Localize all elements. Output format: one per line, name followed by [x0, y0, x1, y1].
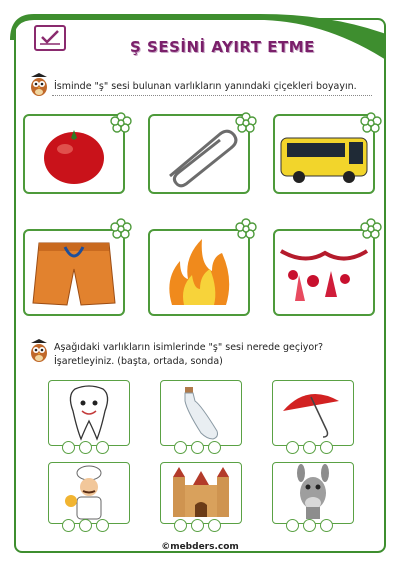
bottle-image	[161, 381, 241, 445]
donkey-image	[273, 463, 353, 523]
paperclip-image	[150, 116, 248, 192]
owl-teacher-icon	[27, 338, 51, 364]
answer-circle-end[interactable]	[96, 519, 109, 532]
answer-circle-end[interactable]	[320, 519, 333, 532]
answer-circle-start[interactable]	[62, 519, 75, 532]
umbrella-image	[273, 381, 353, 445]
fire-image	[150, 231, 248, 314]
footer-credit: ©mebders.com	[161, 542, 239, 552]
answer-circles	[286, 441, 333, 454]
ornaments-image	[275, 231, 373, 314]
card-tooth	[48, 380, 130, 446]
card-umbrella	[272, 380, 354, 446]
instruction-2	[54, 341, 323, 369]
answer-circles	[174, 519, 221, 532]
card-chef	[48, 462, 130, 524]
shorts-image	[25, 231, 123, 314]
instruction-1: İsminde "ş" sesi bulunan varlıkların yanındaki çiçekleri boyayın.	[54, 81, 357, 92]
instruction-underline	[52, 95, 372, 96]
answer-circles	[62, 519, 109, 532]
flower-icon[interactable]	[360, 218, 382, 240]
instruction-2-line1: Aşağıdaki varlıkların isimlerinde "ş" sesi nerede geçiyor?	[54, 342, 324, 353]
castle-image	[161, 463, 241, 523]
card-donkey	[272, 462, 354, 524]
flower-icon[interactable]	[110, 112, 132, 134]
answer-circle-end[interactable]	[320, 441, 333, 454]
answer-circle-middle[interactable]	[191, 441, 204, 454]
card-shorts	[23, 229, 125, 316]
card-ornaments	[273, 229, 375, 316]
answer-circles	[174, 441, 221, 454]
answer-circle-end[interactable]	[96, 441, 109, 454]
answer-circles	[62, 441, 109, 454]
card-bottle	[160, 380, 242, 446]
answer-circle-middle[interactable]	[191, 519, 204, 532]
answer-circle-start[interactable]	[174, 519, 187, 532]
answer-circle-end[interactable]	[208, 519, 221, 532]
card-castle	[160, 462, 242, 524]
bus-image	[275, 116, 373, 192]
answer-circle-start[interactable]	[286, 519, 299, 532]
checklist-icon	[34, 25, 66, 51]
owl-teacher-icon	[27, 72, 51, 98]
answer-circle-middle[interactable]	[79, 441, 92, 454]
flower-icon[interactable]	[110, 218, 132, 240]
answer-circle-middle[interactable]	[303, 519, 316, 532]
answer-circle-middle[interactable]	[303, 441, 316, 454]
answer-circle-start[interactable]	[62, 441, 75, 454]
flower-icon[interactable]	[360, 112, 382, 134]
instruction-2-line2: İşaretleyiniz. (başta, ortada, sonda)	[54, 356, 223, 367]
answer-circles	[286, 519, 333, 532]
answer-circle-end[interactable]	[208, 441, 221, 454]
answer-circle-start[interactable]	[286, 441, 299, 454]
flower-icon[interactable]	[235, 218, 257, 240]
page-title: Ş SESİNİ AYIRT ETME	[130, 38, 315, 56]
tomato-image	[25, 116, 123, 192]
chef-image	[49, 463, 129, 523]
answer-circle-middle[interactable]	[79, 519, 92, 532]
tooth-image	[49, 381, 129, 445]
card-fire	[148, 229, 250, 316]
answer-circle-start[interactable]	[174, 441, 187, 454]
flower-icon[interactable]	[235, 112, 257, 134]
